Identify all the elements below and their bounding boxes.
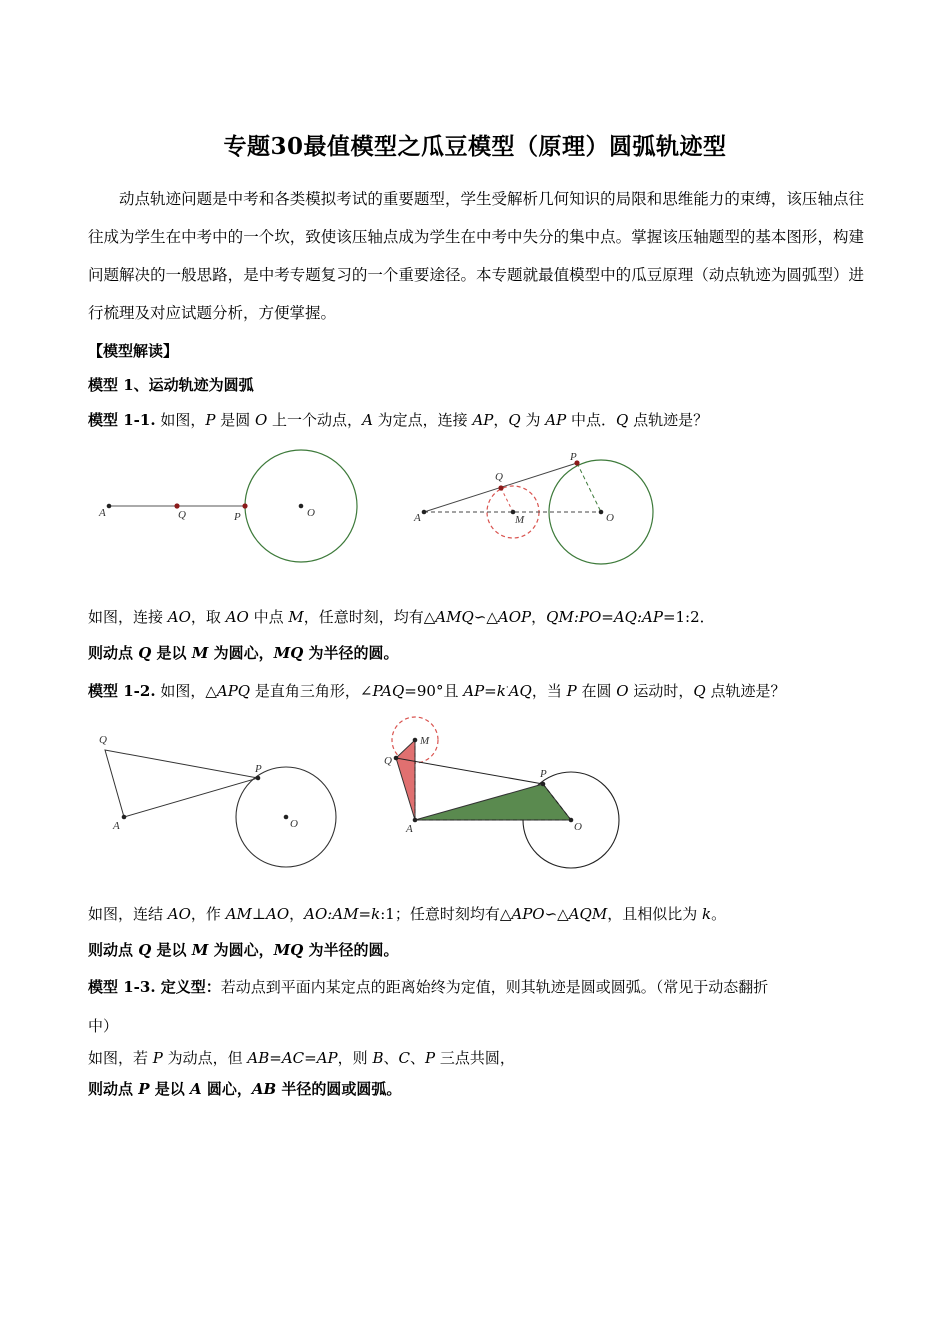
- text: 运动时，: [628, 682, 694, 700]
- var-c: C: [398, 1049, 410, 1067]
- var-q: Q: [138, 644, 152, 662]
- var-a: A: [362, 411, 373, 429]
- var-p: P: [138, 1080, 150, 1098]
- ratio: QM:PO=AQ:AP: [546, 608, 663, 626]
- label-a: A: [113, 820, 120, 832]
- model-1-2-explanation: [88, 903, 864, 924]
- model-1-3-statement: [88, 976, 864, 997]
- var-ao: AO: [167, 905, 191, 923]
- text: 为动点，但: [162, 1049, 248, 1067]
- text: 是以: [149, 1080, 190, 1098]
- text: 则动点: [88, 1080, 139, 1098]
- segment-po-dashed: [577, 463, 601, 512]
- text: 为圆心，: [208, 941, 274, 959]
- figure-1-1-right: [410, 448, 670, 578]
- point-o: [284, 815, 289, 820]
- var-mq: MQ: [273, 941, 304, 959]
- text: 三点共圆，: [435, 1049, 515, 1067]
- triangle-aqm: [396, 740, 415, 820]
- var-q: Q: [138, 941, 152, 959]
- text: ，: [531, 608, 547, 626]
- text: ∽△: [544, 905, 569, 923]
- text: 是以: [151, 941, 192, 959]
- label-q: Q: [384, 755, 392, 767]
- text: 如图，连结: [88, 905, 168, 923]
- label-a: A: [99, 507, 106, 519]
- segment-qm-dashed: [501, 488, 513, 512]
- point-o: [569, 818, 574, 823]
- page-title: 专题30最值模型之瓜豆模型（原理）圆弧轨迹型: [223, 133, 727, 160]
- var-p: P: [424, 1049, 436, 1067]
- text: 是以: [151, 644, 192, 662]
- model-1-1-explanation: [88, 606, 864, 627]
- var-ao: AO: [167, 608, 191, 626]
- text: 为半径的圆。: [303, 644, 399, 662]
- var-q: Q: [615, 411, 629, 429]
- var-m: M: [288, 608, 304, 626]
- var-ao: AO: [266, 905, 290, 923]
- model-1-3-statement-cont: 中）: [88, 1017, 119, 1035]
- text: ，任意时刻，均有△: [303, 608, 436, 626]
- text: 点轨迹是？: [705, 682, 786, 700]
- label-q: Q: [178, 509, 186, 521]
- model-1-2-statement: [88, 680, 864, 701]
- model-1-2-label: 模型 1-2.: [88, 682, 156, 700]
- var-paq: PAQ: [372, 682, 405, 700]
- text: 、: [409, 1049, 425, 1067]
- var-p: P: [205, 411, 216, 429]
- text: 是圆: [215, 411, 255, 429]
- text: 为定点，连接: [372, 411, 473, 429]
- text: ·: [505, 683, 509, 693]
- point-o: [599, 510, 604, 515]
- text: 为: [520, 411, 546, 429]
- ratio: AO:AM=k: [304, 905, 381, 923]
- var-m: M: [191, 941, 209, 959]
- var-p: P: [566, 682, 577, 700]
- var-p: P: [152, 1049, 163, 1067]
- var-b: B: [372, 1049, 384, 1067]
- label-q: Q: [99, 734, 107, 746]
- intro-paragraph: 动点轨迹问题是中考和各类模拟考试的重要题型，学生受解析几何知识的局限和思维能力的束缚，该压轴点往往成为学生在中考中的一个坎，致使该压轴点成为学生在中考中失分的集中点。掌握该压轴题型的基本图形，构建问题解决的一般思路，是中考专题复习的一个重要途径。本专题就最值模型中的瓜豆原理（动点轨迹为圆弧型）进行梳理及对应试题分析，方便掌握。: [88, 190, 864, 322]
- var-apq: APQ: [216, 682, 251, 700]
- model-1-3-explanation: [88, 1047, 864, 1068]
- model-1-3-conclusion: [88, 1078, 864, 1099]
- var-mq: MQ: [273, 644, 304, 662]
- var-o: O: [616, 682, 629, 700]
- text: =90°且: [404, 682, 464, 700]
- text: 中点．: [566, 411, 616, 429]
- label-o: O: [606, 512, 614, 524]
- point-q: [394, 756, 399, 761]
- point-p: [256, 776, 261, 781]
- label-o: O: [290, 818, 298, 830]
- text: =1:2．: [662, 608, 715, 626]
- model-1-2-conclusion: [88, 939, 864, 960]
- label-a: A: [406, 823, 413, 835]
- label-o: O: [307, 507, 315, 519]
- text: 为半径的圆。: [303, 941, 399, 959]
- var-m: M: [191, 644, 209, 662]
- var-aqm: AQM: [568, 905, 608, 923]
- text: 如图，: [155, 411, 206, 429]
- point-p: [242, 503, 247, 508]
- text: 则动点: [88, 941, 139, 959]
- var-amq: AMQ: [435, 608, 474, 626]
- point-m: [413, 738, 418, 743]
- var-eq: AP=k: [463, 682, 506, 700]
- text: 是直角三角形，∠: [250, 682, 373, 700]
- point-o: [299, 504, 304, 509]
- label-m: M: [420, 735, 430, 747]
- text: ，取: [190, 608, 226, 626]
- var-q: Q: [508, 411, 521, 429]
- var-q: Q: [693, 682, 706, 700]
- text: ，则: [337, 1049, 373, 1067]
- var-aq: AQ: [508, 682, 532, 700]
- model-1-1-label: 模型 1-1.: [88, 411, 156, 429]
- figure-1-1-left: [95, 448, 375, 568]
- point-q: [498, 485, 503, 490]
- text: 。: [711, 905, 727, 923]
- point-a: [422, 510, 427, 515]
- label-p: P: [255, 763, 262, 775]
- point-a: [107, 504, 112, 509]
- model-1-3-label: 模型 1-3. 定义型：: [88, 978, 221, 996]
- text: ∽△: [473, 608, 498, 626]
- point-q: [174, 503, 179, 508]
- text: 如图，若: [88, 1049, 153, 1067]
- label-p: P: [234, 511, 241, 523]
- text: ，且相似比为: [607, 905, 702, 923]
- text: 在圆: [576, 682, 617, 700]
- text: 为圆心，: [208, 644, 274, 662]
- text: 圆心，: [201, 1080, 252, 1098]
- text: 半径的圆或圆弧。: [276, 1080, 402, 1098]
- text: ，: [493, 411, 509, 429]
- point-p: [541, 782, 546, 787]
- text: 则动点: [88, 644, 139, 662]
- model-1-1-conclusion: [88, 642, 864, 663]
- point-a: [413, 818, 418, 823]
- var-ap: AP: [545, 411, 567, 429]
- figure-1-2-right: [380, 712, 640, 872]
- text: 若动点到平面内某定点的距离始终为定值，则其轨迹是圆或圆弧。（常见于动态翻折: [220, 978, 769, 996]
- point-a: [122, 815, 127, 820]
- label-o: O: [574, 821, 582, 833]
- var-o: O: [254, 411, 268, 429]
- label-p: P: [540, 768, 547, 780]
- var-am: AM: [225, 905, 252, 923]
- section-heading: 【模型解读】: [88, 342, 179, 360]
- text: 中点: [248, 608, 289, 626]
- var-a: A: [189, 1080, 202, 1098]
- triangle-apq: [105, 750, 258, 817]
- text: 点轨迹是？: [628, 411, 709, 429]
- text: :1；任意时刻均有△: [380, 905, 512, 923]
- var-ab: AB: [251, 1080, 277, 1098]
- label-m: M: [515, 514, 525, 526]
- var-aop: AOP: [497, 608, 532, 626]
- text: 上一个动点，: [267, 411, 363, 429]
- text: ，: [289, 905, 305, 923]
- text: ⊥: [251, 905, 267, 923]
- label-a: A: [414, 512, 421, 524]
- var-apo: APO: [511, 905, 545, 923]
- var-ap: AP: [472, 411, 494, 429]
- segment-qp: [396, 758, 543, 784]
- text: 如图，连接: [88, 608, 168, 626]
- model1-heading: 模型 1、运动轨迹为圆弧: [88, 376, 254, 394]
- label-q: Q: [495, 471, 503, 483]
- text: 、: [383, 1049, 399, 1067]
- model-1-1-statement: [88, 409, 864, 430]
- text: ，当: [531, 682, 567, 700]
- var-ao: AO: [225, 608, 249, 626]
- label-p: P: [570, 451, 577, 463]
- text: 如图，△: [155, 682, 217, 700]
- figure-1-2-left: [95, 728, 335, 878]
- text: ，作: [190, 905, 226, 923]
- var-eq: AB=AC=AP: [247, 1049, 338, 1067]
- var-k: k: [701, 905, 712, 923]
